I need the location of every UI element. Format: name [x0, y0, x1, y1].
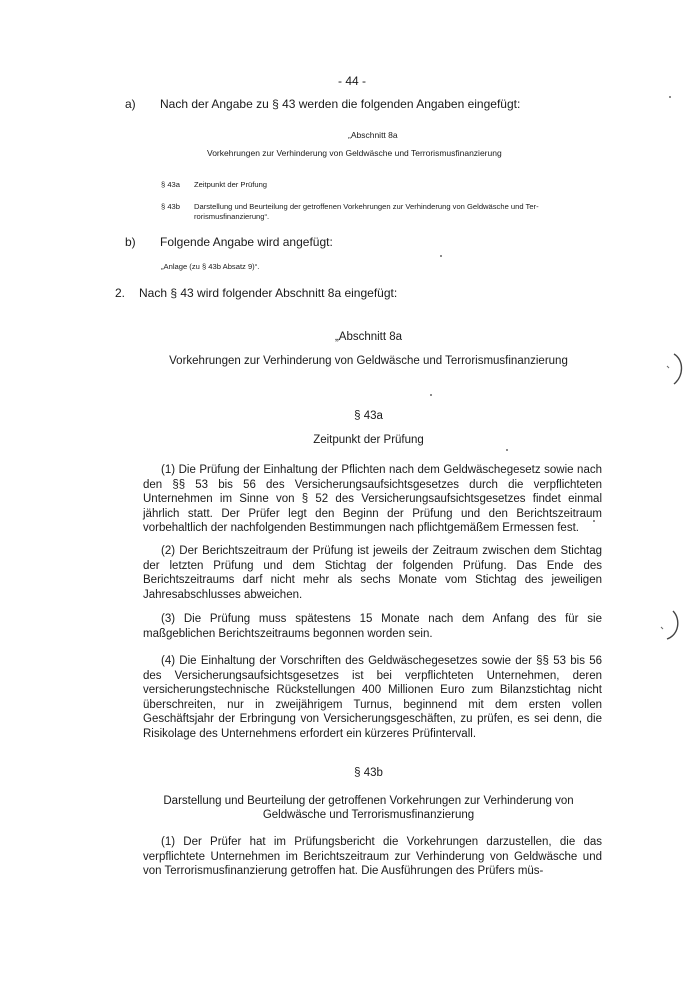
scan-speck — [430, 394, 432, 396]
section-title-43a: Zeitpunkt der Prüfung — [313, 434, 424, 446]
scan-speck — [669, 96, 671, 98]
toc-entry-text: Darstellung und Beurteilung der getroffenen Vorkehrungen zur Verhinderung von Geldwäsche und Ter- — [194, 202, 539, 211]
item-b-label: b) — [125, 235, 136, 249]
section-title-43b-line1: Darstellung und Beurteilung der getroffenen Vorkehrungen zur Verhinderung von — [163, 795, 574, 807]
section-abschnitt: „Abschnitt 8a — [334, 331, 403, 343]
item-2-text: Nach § 43 wird folgender Abschnitt 8a eingefügt: — [139, 286, 398, 300]
scan-speck — [440, 255, 442, 257]
page-number: - 44 - — [338, 74, 367, 88]
paragraph-43a-4: (4) Die Einhaltung der Vorschriften des Geldwäschegesetzes sowie der §§ 53 bis 56 des Versicherungsaufsichtsgesetzes ist bei verpflichteten Unternehmen, deren versicherungstechnische Rückstellungen 400 Millionen Euro zum Bilanzstichtag nicht überschreiten, nur in zweijährigem Turnus, beginnend mit dem ersten vollen Geschäftsjahr der Erbringung von Versicherungsgeschäften, zu prüfen, es sei denn, die Risikolage des Unternehmens erfordert ein kürzeres Prüfintervall. — [143, 655, 602, 740]
section-heading-43b: § 43b — [354, 767, 383, 779]
item-a-text: Nach der Angabe zu § 43 werden die folgenden Angaben eingefügt: — [160, 97, 521, 111]
scan-speck — [506, 449, 508, 451]
item-b-text: Folgende Angabe wird angefügt: — [160, 235, 333, 249]
paragraph-43a-2: (2) Der Berichtszeitraum der Prüfung ist jeweils der Zeitraum zwischen dem Stichtag der letzten Prüfung und dem Stichtag der folgenden Prüfung. Das Ende des Berichtszeitraums darf nicht mehr als sechs Monate vom Stichtag des jeweiligen Jahresabschlusses abweichen. — [143, 545, 602, 601]
item-a-label: a) — [125, 97, 136, 111]
section-heading-43a: § 43a — [354, 410, 383, 422]
scan-speck — [593, 520, 595, 522]
toc-entry-num: § 43a — [161, 180, 181, 189]
toc-entry-num: § 43b — [161, 202, 181, 211]
inserted-abschnitt: „Abschnitt 8a — [348, 130, 398, 140]
scan-mark — [655, 605, 685, 645]
toc-entry-text: Zeitpunkt der Prüfung — [194, 180, 268, 189]
section-title-43b-line2: Geldwäsche und Terrorismusfinanzierung — [262, 809, 475, 821]
scan-mark — [660, 350, 690, 390]
paragraph-43a-1: (1) Die Prüfung der Einhaltung der Pflichten nach dem Geldwäschegesetz sowie nach den §§ 53 bis 56 des Versicherungsaufsichtsgesetzes durch die verpflichteten Unternehmen im Sinne von § 52 des Versicherungsaufsichtsgesetzes findet einmal jährlich statt. Der Prüfer legt den Beginn der Prüfung und den Berichtszeitraum vorbehaltlich der nachfolgenden Bestimmungen nach pflichtgemäßem Ermessen fest. — [143, 464, 602, 535]
item-2-label: 2. — [115, 286, 126, 300]
toc-entry-text-continued: rorismusfinanzierung“. — [194, 212, 270, 221]
section-title: Vorkehrungen zur Verhinderung von Geldwäsche und Terrorismusfinanzierung — [169, 355, 568, 367]
inserted-anlage: „Anlage (zu § 43b Absatz 9)“. — [161, 262, 260, 271]
inserted-abschnitt-title: Vorkehrungen zur Verhinderung von Geldwäsche und Terrorismusfinanzierung — [207, 148, 502, 158]
paragraph-43b-1: (1) Der Prüfer hat im Prüfungsbericht die Vorkehrungen darzustellen, die das verpflichtete Unternehmen im Berichtszeitraum zur Verhinderung von Geldwäsche und von Terrorismusfinanzierung getroffen hat. Die Ausführungen des Prüfers müs- — [143, 836, 602, 878]
paragraph-43a-3: (3) Die Prüfung muss spätestens 15 Monate nach dem Anfang des für sie maßgeblichen Berichtszeitraums begonnen worden sein. — [143, 613, 602, 640]
